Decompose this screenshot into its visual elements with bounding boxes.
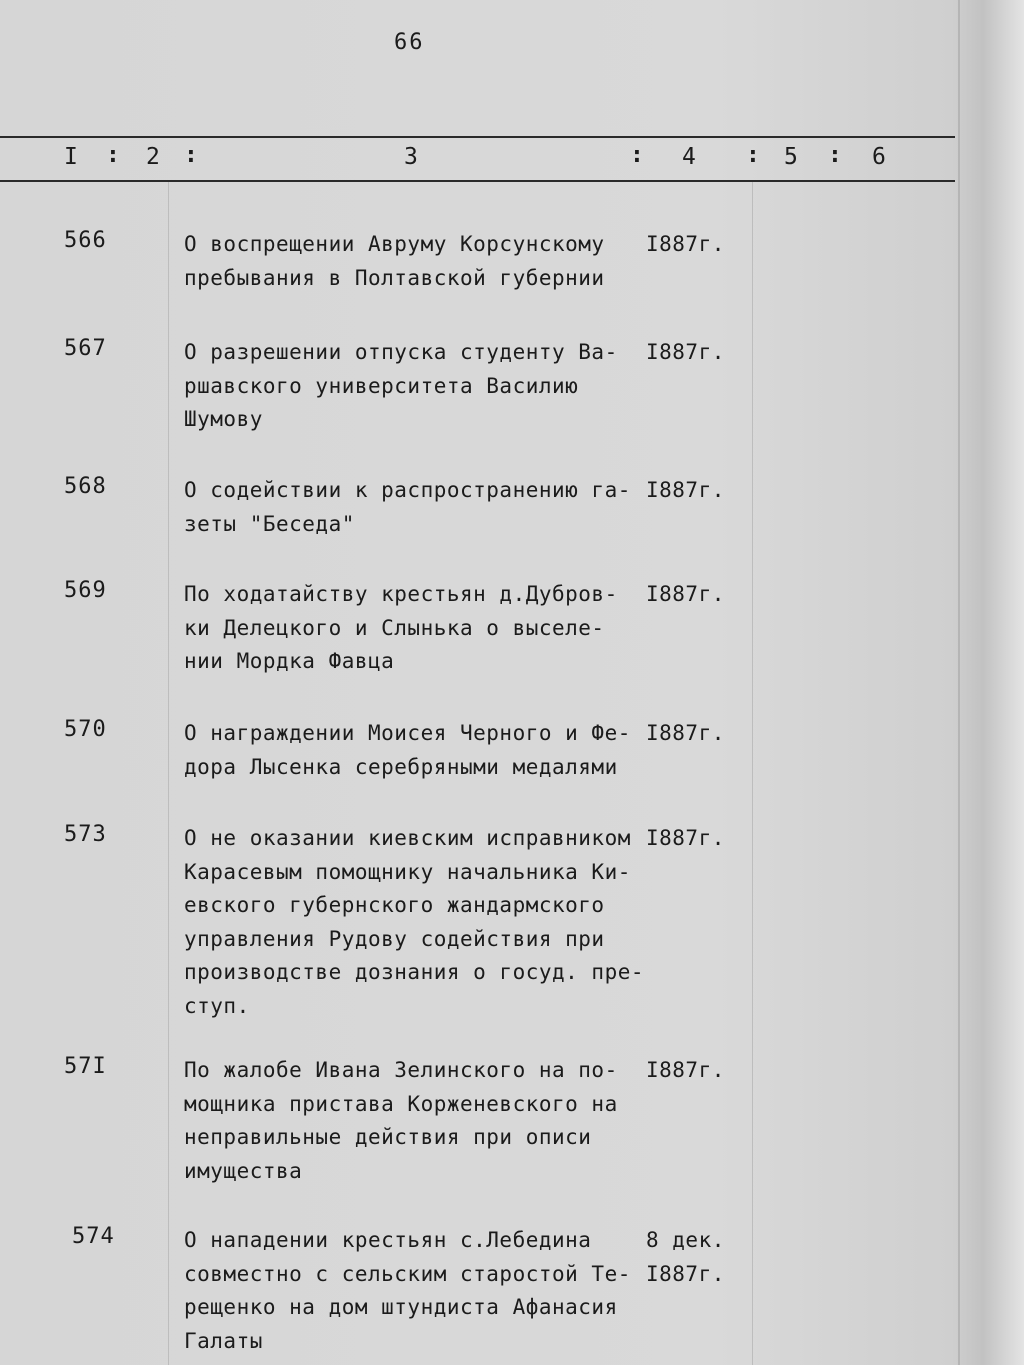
entry-number: 567 [64,336,107,361]
entry-number: 57I [64,1054,107,1079]
entry-title: О разрешении отпуска студенту Ва- ршавского университета Василию Шумову [184,340,618,431]
column-separator: : [106,142,120,168]
page-number: 66 [394,30,425,55]
column-separator: : [828,142,842,168]
entry-title: О нападении крестьян с.Лебедина совместно с сельским старостой Те- рещенко на дом штундиста Афанасия Галаты [184,1228,631,1353]
entry-number: 566 [64,228,107,253]
entry-date: I887г. [646,340,725,364]
entry-number: 568 [64,474,107,499]
entry-title: О содействии к распространению га- зеты "Беседа" [184,478,631,536]
table-header-bottom-rule [0,180,955,182]
paper-edge [958,0,960,1365]
entry-date: I887г. [646,1058,725,1082]
column-header-6: 6 [872,144,886,170]
column-guide-line [752,182,753,1365]
entry-title: О воспрещении Авруму Корсунскому пребывания в Полтавской губернии [184,232,605,290]
entry-date: I887г. [646,582,725,606]
column-separator: : [184,142,198,168]
column-header-4: 4 [682,144,696,170]
column-header-1: I [64,144,78,170]
entry-number: 574 [72,1224,115,1249]
entry-date: I887г. [646,478,725,502]
entry-title: По ходатайству крестьян д.Дубров- ки Делецкого и Слынька о выселе- нии Мордка Фавца [184,582,618,673]
column-header-2: 2 [146,144,160,170]
entry-date: I887г. [646,826,725,850]
column-header-3: 3 [404,144,418,170]
entry-number: 573 [64,822,107,847]
entry-number: 569 [64,578,107,603]
entry-title: О не оказании киевским исправником Карасевым помощнику начальника Ки- евского губернского жандармского управления Рудову содействия при производстве дознания о госуд. пре- ступ. [184,826,645,1018]
entry-date: 8 дек. I887г. [646,1228,725,1286]
entry-date: I887г. [646,232,725,256]
entry-title: По жалобе Ивана Зелинского на по- мощника пристава Корженевского на неправильные действия при описи имущества [184,1058,618,1183]
entry-number: 570 [64,717,107,742]
table-header-top-rule [0,136,955,138]
column-separator: : [630,142,644,168]
entry-title: О награждении Моисея Черного и Фе- дора Лысенка серебряными медалями [184,721,631,779]
column-header-5: 5 [784,144,798,170]
column-guide-line [168,182,169,1365]
column-separator: : [746,142,760,168]
entry-date: I887г. [646,721,725,745]
